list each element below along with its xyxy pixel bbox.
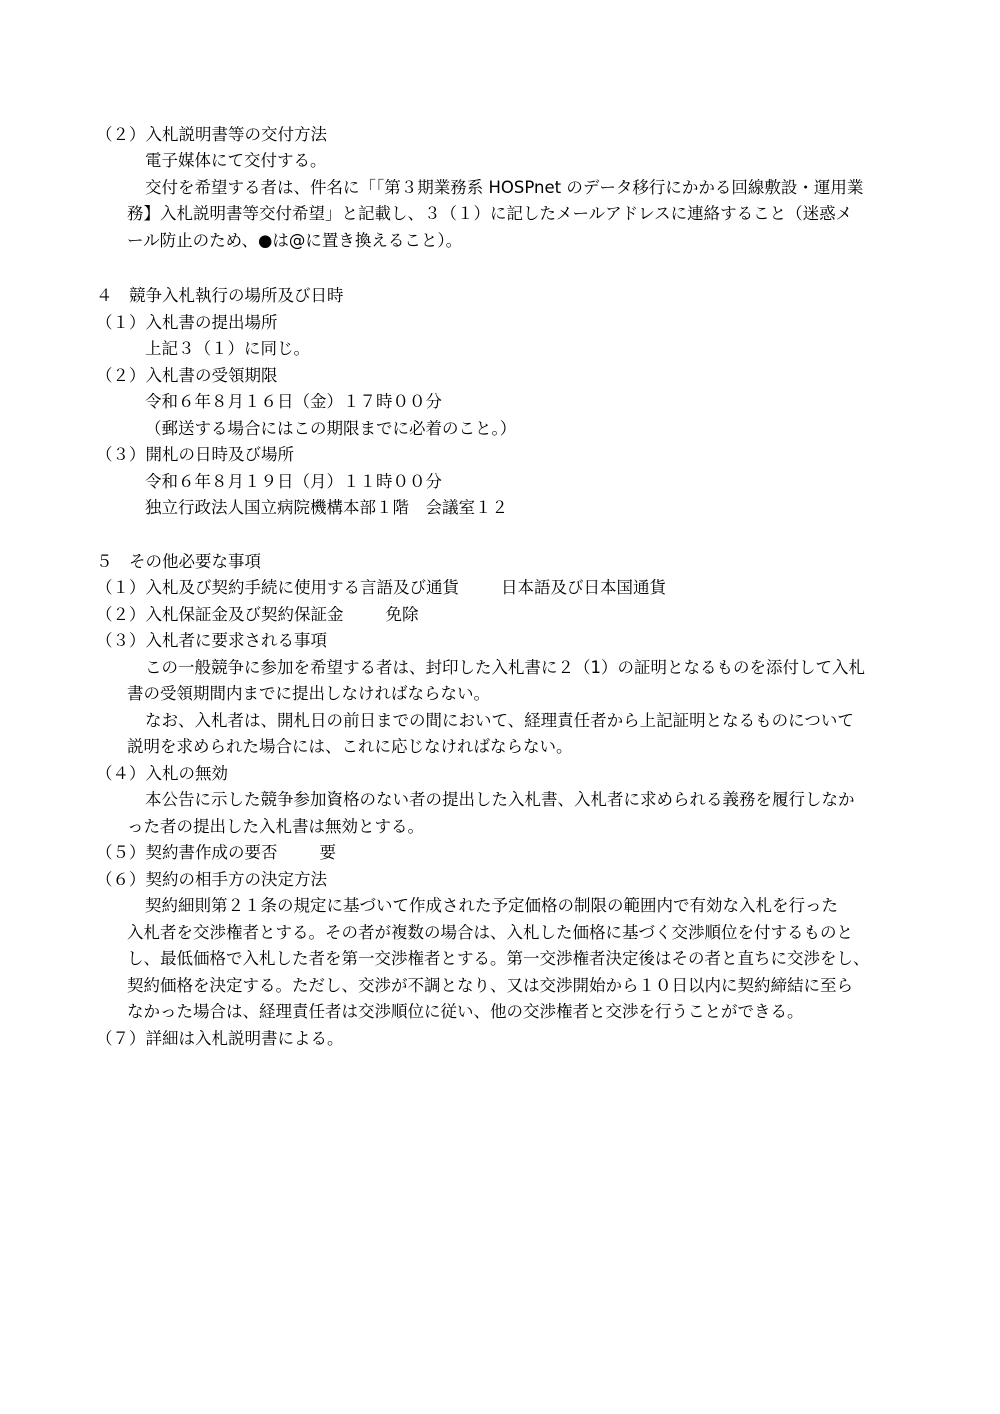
- body-text: 説明を求められた場合には、これに応じなければならない。: [127, 737, 573, 756]
- section-4-heading: ４ 競争入札執行の場所及び日時: [96, 286, 344, 305]
- body-text: 書の受領期間内までに提出しなければならない。: [127, 684, 490, 703]
- section-5-2-value: 免除: [385, 605, 419, 624]
- section-5-1-heading: （１）入札及び契約手続に使用する言語及び通貨: [96, 578, 459, 597]
- body-text: 上記３（１）に同じ。: [145, 339, 310, 358]
- section-5-2-line: [96, 602, 419, 628]
- section-5-7-heading: （７）詳細は入札説明書による。: [96, 1029, 344, 1048]
- section-5-5-line: [96, 840, 336, 866]
- section-5-6-heading: （６）契約の相手方の決定方法: [96, 870, 327, 889]
- body-text: なお、入札者は、開札日の前日までの間において、経理責任者から上記証明となるものについて: [145, 711, 854, 730]
- body-text: 本公告に示した競争参加資格のない者の提出した入札書、入札者に求められる義務を履行しなか: [145, 790, 855, 809]
- section-5-1-value: 日本語及び日本国通貨: [501, 578, 666, 597]
- body-text: 入札者を交渉権者とする。その者が複数の場合は、入札した価格に基づく交渉順位を付するものと: [127, 923, 853, 942]
- body-text: （郵送する場合にはこの期限までに必着のこと。）: [145, 419, 517, 438]
- section-5-3-heading: （３）入札者に要求される事項: [96, 631, 327, 650]
- opening-date-text: 令和６年８月１９日（月）１１時００分: [145, 472, 442, 491]
- body-text: なかった場合は、経理責任者は交渉順位に従い、他の交渉権者と交渉を行うことができる。: [127, 1002, 804, 1021]
- section-5-4-heading: （４）入札の無効: [96, 764, 228, 783]
- body-text: 交付を希望する者は、件名に「「第３期業務系 HOSPnet のデータ移行にかかる回線敷設・運用業: [145, 178, 864, 197]
- section-5-5-value: 要: [319, 843, 336, 862]
- section-3-2-heading: （２）入札説明書等の交付方法: [96, 125, 327, 144]
- section-5-heading: ５ その他必要な事項: [96, 552, 261, 571]
- opening-place-text: 独立行政法人国立病院機構本部１階 会議室１２: [145, 498, 508, 517]
- section-5-2-heading: （２）入札保証金及び契約保証金: [96, 605, 344, 624]
- section-5-1-line: [96, 575, 666, 601]
- section-4-1-heading: （１）入札書の提出場所: [96, 313, 278, 332]
- section-4-2-heading: （２）入札書の受領期限: [96, 366, 278, 385]
- body-text: った者の提出した入札書は無効とする。: [127, 817, 424, 836]
- body-text: し、最低価格で入札した者を第一交渉権者とする。第一交渉権者決定後はその者と直ちに交渉をし、: [127, 949, 870, 968]
- body-text: 契約価格を決定する。ただし、交渉が不調となり、又は交渉開始から１０日以内に契約締結に至ら: [127, 976, 853, 995]
- section-4-3-heading: （３）開札の日時及び場所: [96, 445, 294, 464]
- section-5-5-heading: （５）契約書作成の要否: [96, 843, 278, 862]
- body-text: ール防止のため、●は@に置き換えること）。: [127, 231, 463, 250]
- body-text: 務】入札説明書等交付希望」と記載し、３（１）に記したメールアドレスに連絡すること（迷惑メ: [127, 204, 853, 223]
- body-text: 電子媒体にて交付する。: [145, 151, 327, 170]
- body-text: この一般競争に参加を希望する者は、封印した入札書に２（1）の証明となるものを添付して入札: [145, 658, 865, 677]
- body-text: 契約細則第２１条の規定に基づいて作成された予定価格の制限の範囲内で有効な入札を行った: [145, 896, 838, 915]
- deadline-text: 令和６年８月１６日（金）１７時００分: [145, 392, 442, 411]
